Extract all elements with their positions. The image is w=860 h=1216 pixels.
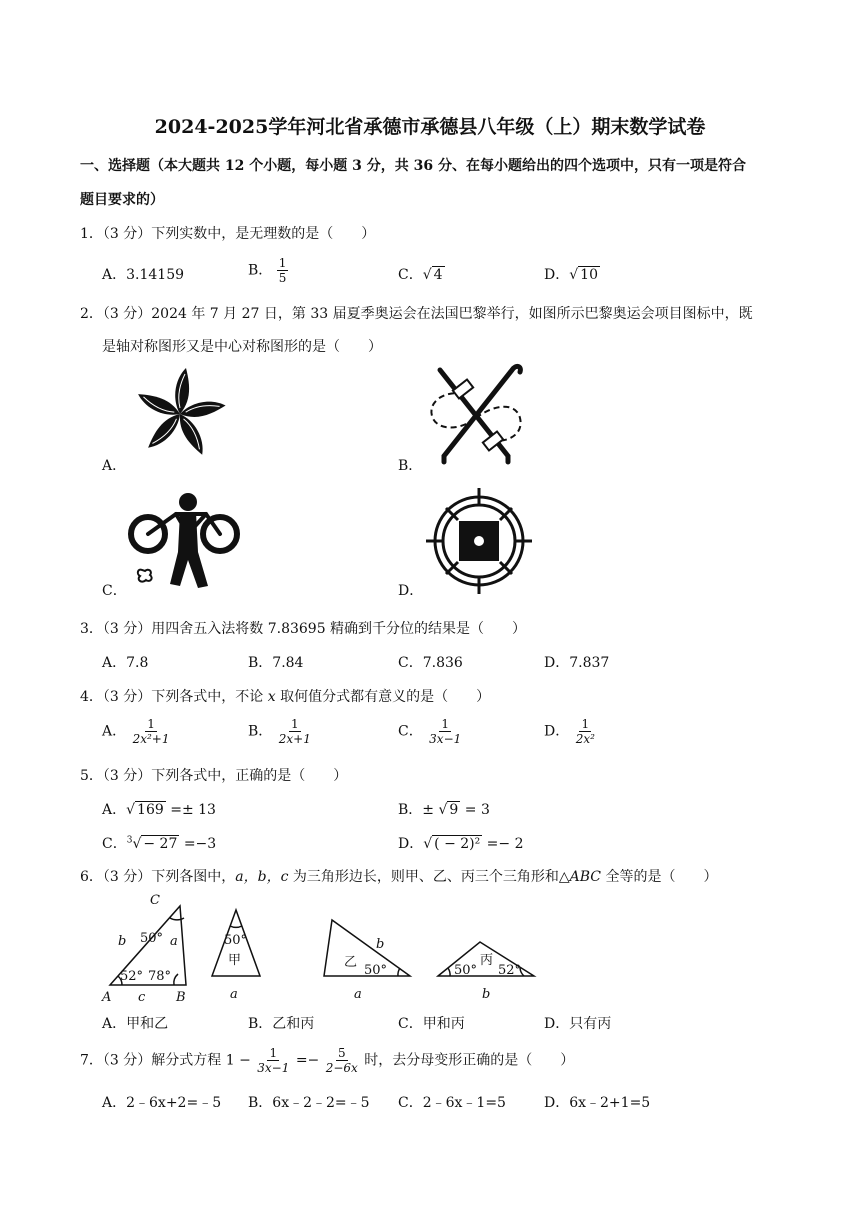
yi-side-b: b bbox=[376, 937, 385, 952]
jia-side-a: a bbox=[230, 987, 238, 1002]
abc-angle-50: 50° bbox=[140, 931, 164, 946]
q4-option-c: C． $\frac{1}{3x-1}$ bbox=[398, 717, 462, 746]
q5-option-a: A．√ 169 =± 13 bbox=[102, 802, 216, 818]
label-C: C bbox=[150, 893, 160, 908]
abc-angle-78: 78° bbox=[148, 969, 172, 984]
q6-option-c: C．甲和丙 bbox=[398, 1016, 465, 1032]
bing-angle-50: 50° bbox=[454, 963, 478, 978]
q2-option-a-label: A． bbox=[102, 458, 127, 474]
q6-option-a: A．甲和乙 bbox=[102, 1016, 169, 1032]
q5-option-b: B．± √ 9 = 3 bbox=[398, 802, 490, 818]
label-B: B bbox=[176, 990, 186, 1005]
question-2-stem-line2: 是轴对称图形又是中心对称图形的是（ ） bbox=[102, 339, 382, 355]
yi-side-a: a bbox=[354, 987, 362, 1002]
q4-option-d: D． $\frac{1}{\text{2x²}}$ bbox=[544, 717, 595, 746]
bing-side-b: b bbox=[482, 987, 491, 1002]
question-5-stem: 5．（3 分）下列各式中，正确的是（ ） bbox=[80, 768, 348, 784]
bing-angle-52: 52° bbox=[498, 963, 522, 978]
q5-option-c: C．$^3$√ − 27 =−3 bbox=[102, 835, 217, 852]
q7-option-a: A．2﹣6x+2=﹣5 bbox=[102, 1095, 222, 1111]
q4-option-a: A． $\frac{1}{\text{2x²+1}}$ bbox=[102, 717, 170, 746]
question-1-stem: 1．（3 分）下列实数中，是无理数的是（ ） bbox=[80, 226, 376, 242]
q2-option-d-label: D． bbox=[398, 583, 424, 599]
q7-option-c: C．2﹣6x﹣1=5 bbox=[398, 1095, 506, 1111]
bing-label: 丙 bbox=[480, 953, 494, 968]
q3-option-c: C．7.836 bbox=[398, 655, 463, 671]
page-title: 2024-2025学年河北省承德市承德县八年级（上）期末数学试卷 bbox=[154, 116, 706, 138]
q7-option-d: D．6x﹣2+1=5 bbox=[544, 1095, 651, 1111]
q2-option-c-label: C． bbox=[102, 583, 127, 599]
q1-option-d: D．√ 10 bbox=[544, 267, 598, 283]
label-a: a bbox=[170, 934, 178, 949]
q3-option-b: B．7.84 bbox=[248, 655, 304, 671]
jia-label: 甲 bbox=[228, 953, 242, 968]
jia-angle-50: 50° bbox=[224, 933, 248, 948]
q2-option-b-label: B． bbox=[398, 458, 423, 474]
q6-triangles-figure bbox=[100, 890, 550, 1006]
label-c: c bbox=[138, 990, 146, 1005]
yi-label: 乙 bbox=[344, 955, 358, 970]
q4-option-b: B． $\frac{1}{2x+1}$ bbox=[248, 717, 311, 746]
section-heading-line1: 一、选择题（本大题共 12 个小题，每小题 3 分，共 36 分、在每小题给出的四个选项中，只有一项是符合 bbox=[80, 158, 746, 174]
q2-figure-c-cyclist-icon bbox=[126, 490, 244, 592]
yi-angle-50: 50° bbox=[364, 963, 388, 978]
q5-option-d: D．√ ( − 2)² =− 2 bbox=[398, 836, 524, 852]
q3-option-a: A．7.8 bbox=[102, 655, 149, 671]
label-A: A bbox=[102, 990, 112, 1005]
question-6-stem: 6．（3 分）下列各图中，a，b，c 为三角形边长，则甲、乙、丙三个三角形和△ABC 全等的是（ ） bbox=[80, 869, 718, 885]
q3-option-d: D．7.837 bbox=[544, 655, 610, 671]
q1-option-b: B． $\frac{1}{5}$ bbox=[248, 256, 287, 285]
q2-figure-a-flower-icon bbox=[128, 364, 232, 464]
q2-figure-d-target-icon bbox=[424, 486, 534, 596]
q6-option-d: D．只有丙 bbox=[544, 1016, 612, 1032]
question-2-stem-line1: 2．（3 分）2024 年 7 月 27 日，第 33 届夏季奥运会在法国巴黎举行，如图所示巴黎奥运会项目图标中，既 bbox=[80, 306, 753, 322]
abc-angle-52: 52° bbox=[120, 969, 144, 984]
q1-option-a: A．3.14159 bbox=[102, 267, 185, 283]
question-4-stem: 4．（3 分）下列各式中，不论 x 取何值分式都有意义的是（ ） bbox=[80, 689, 491, 705]
q1-option-c: C．√ 4 bbox=[398, 267, 443, 283]
question-3-stem: 3．（3 分）用四舍五入法将数 7.83695 精确到千分位的结果是（ ） bbox=[80, 621, 527, 637]
q7-option-b: B．6x﹣2﹣2=﹣5 bbox=[248, 1095, 370, 1111]
label-b: b bbox=[118, 934, 127, 949]
q2-figure-b-hockey-icon bbox=[424, 362, 528, 468]
section-heading-line2: 题目要求的） bbox=[80, 192, 164, 208]
question-7-stem: 7．（3 分）解分式方程 1 − $\frac{1}{3x-1}$ =− $\frac{5}{2-6x}$ 时，去分母变形正确的是（ ） bbox=[80, 1046, 575, 1075]
q6-option-b: B．乙和丙 bbox=[248, 1016, 315, 1032]
